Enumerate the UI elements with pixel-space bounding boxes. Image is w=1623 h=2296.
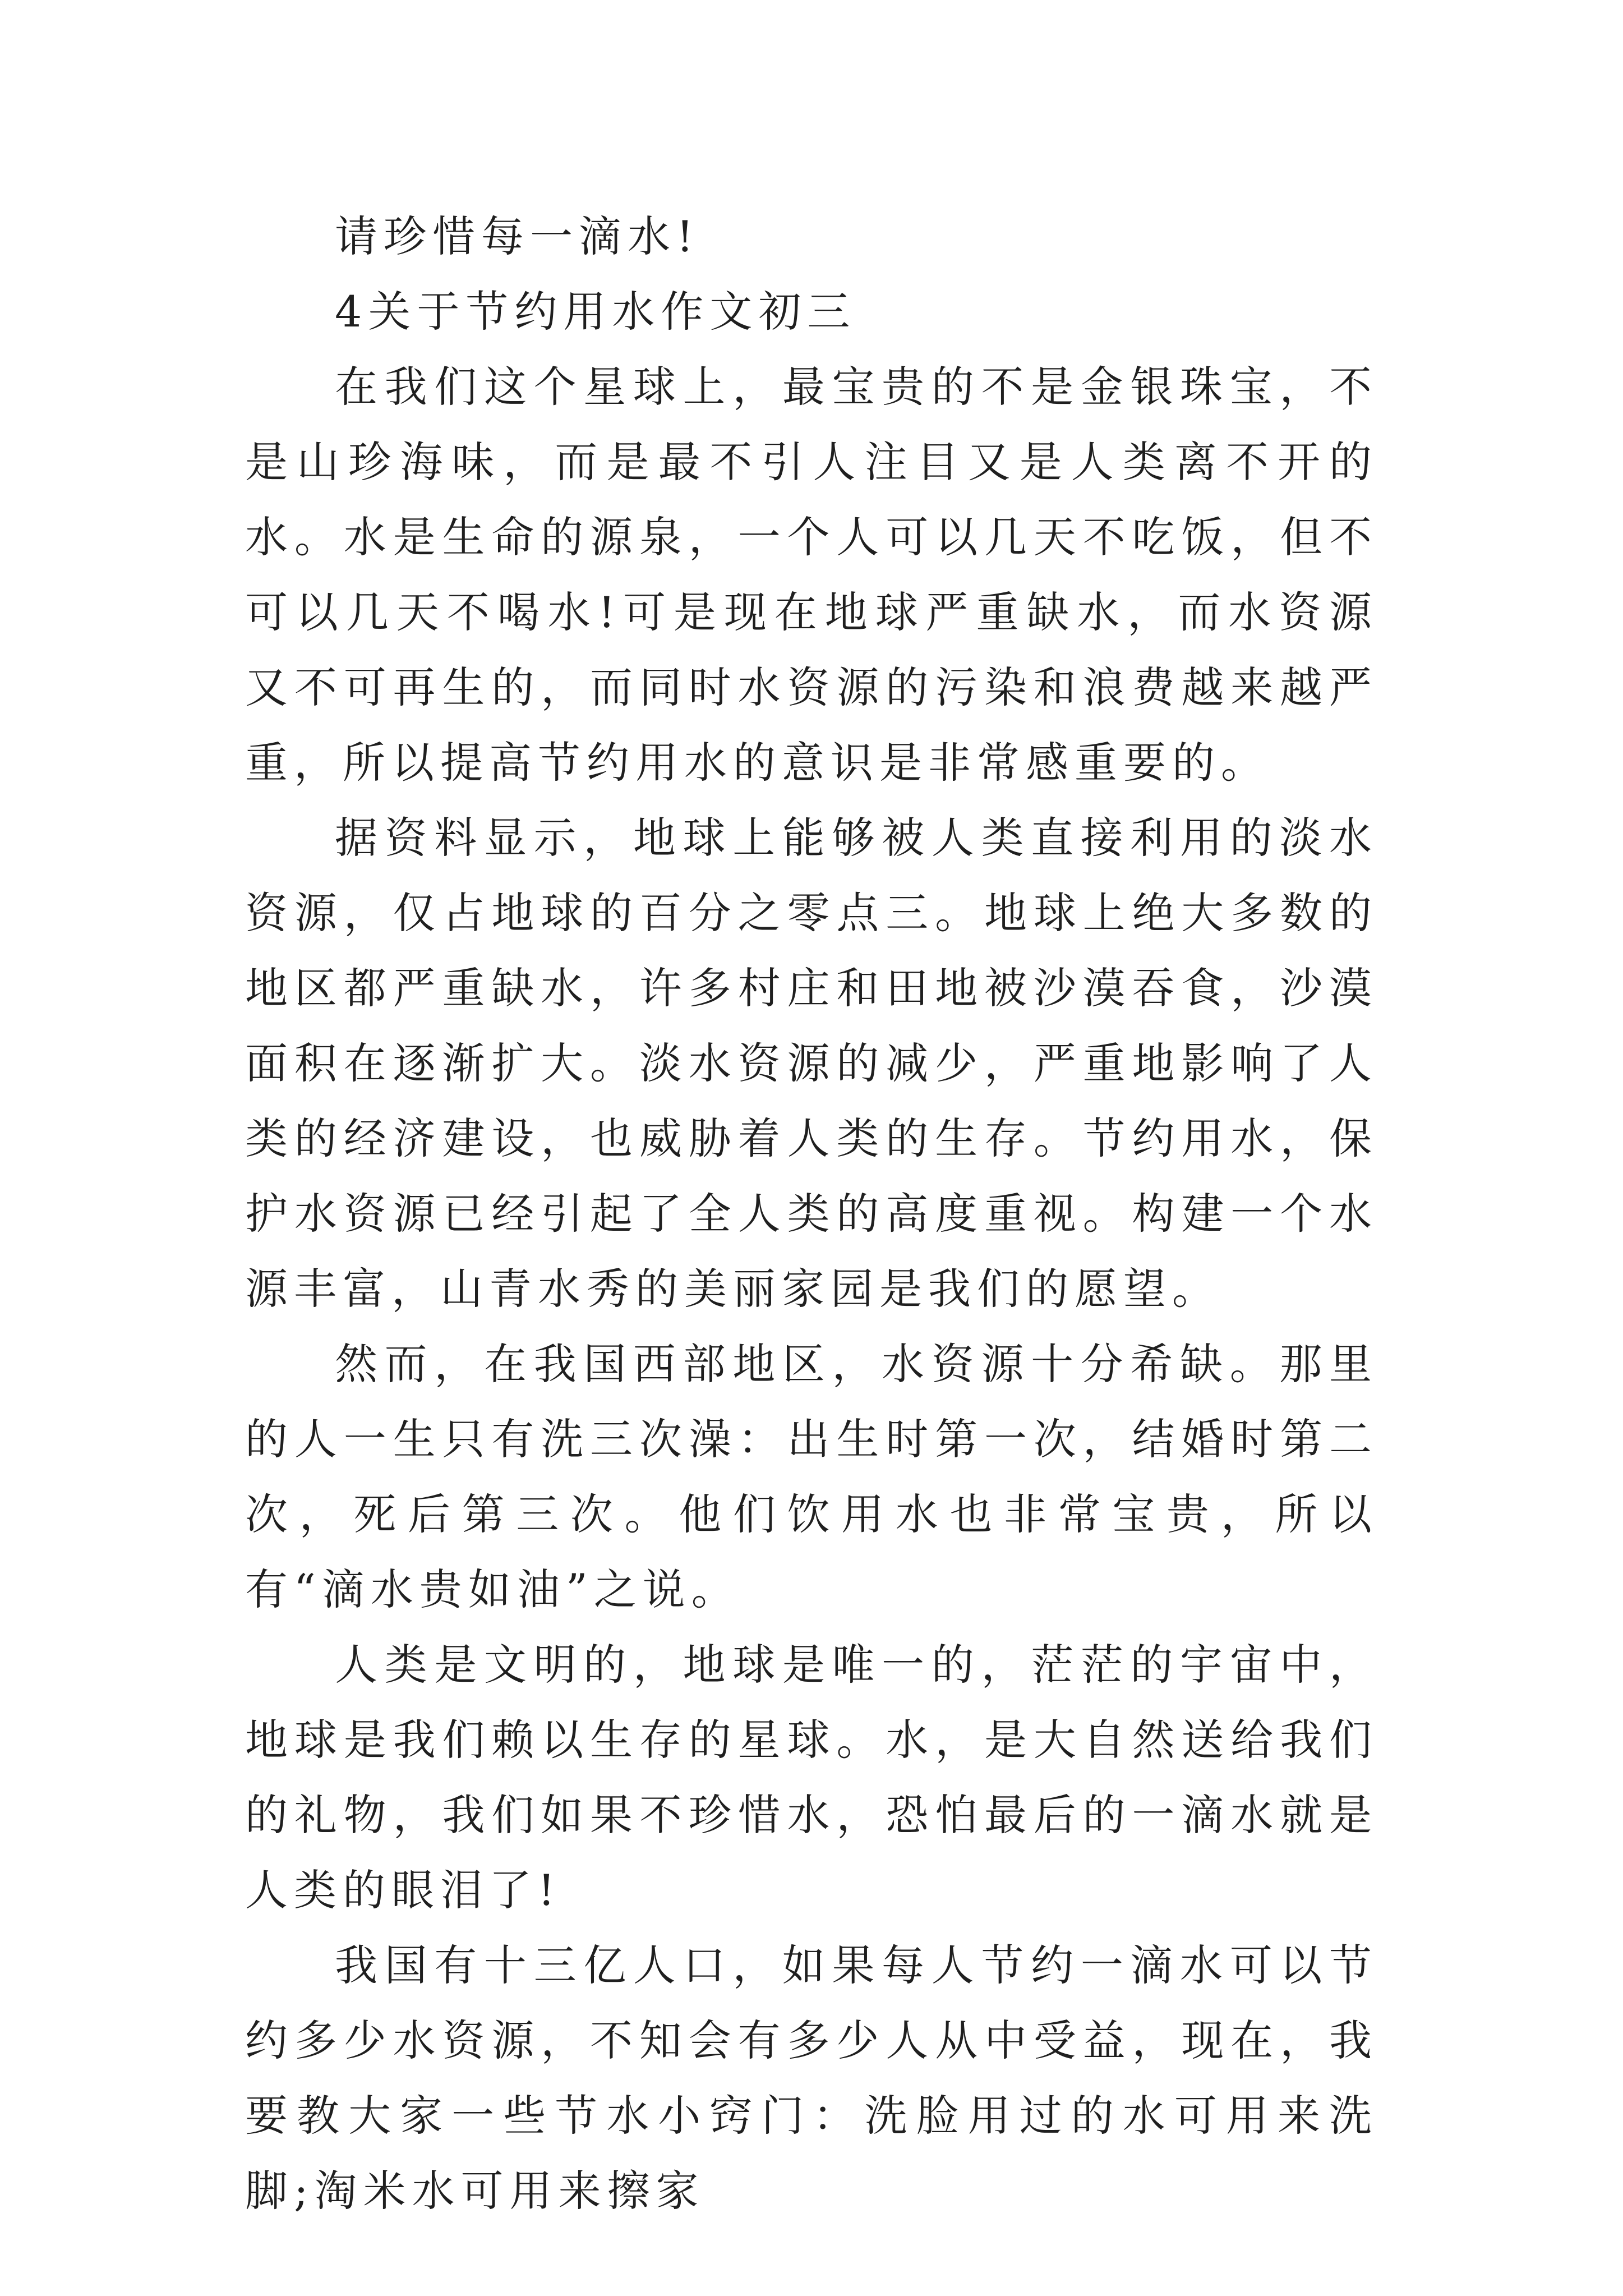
document-body xyxy=(245,199,1378,2229)
paragraph-1: 在我们这个星球上，最宝贵的不是金银珠宝，不是山珍海味，而是最不引人注目又是人类离不开的水。水是生命的源泉，一个人可以几天不吃饭，但不可以几天不喝水!可是现在地球严重缺水，而水资源又不可再生的，而同时水资源的污染和浪费越来越严重，所以提高节约用水的意识是非常感重要的。 xyxy=(245,362,1378,788)
section-title: 4关于节约用水作文初三 xyxy=(335,287,856,337)
paragraph-2: 据资料显示，地球上能够被人类直接利用的淡水资源，仅占地球的百分之零点三。地球上绝大多数的地区都严重缺水，许多村庄和田地被沙漠吞食，沙漠面积在逐渐扩大。淡水资源的减少，严重地影响了人类的经济建设，也威胁着人类的生存。节约用水，保护水资源已经引起了全人类的高度重视。构建一个水源丰富，山青水秀的美丽家园是我们的愿望。 xyxy=(245,813,1378,1314)
opening-line: 请珍惜每一滴水! xyxy=(335,211,700,261)
paragraph-5: 我国有十三亿人口，如果每人节约一滴水可以节约多少水资源，不知会有多少人从中受益，现在，我要教大家一些节水小窍门：洗脸用过的水可用来洗脚;淘米水可用来擦家 xyxy=(245,1940,1378,2216)
paragraph-3: 然而，在我国西部地区，水资源十分希缺。那里的人一生只有洗三次澡：出生时第一次，结婚时第二次，死后第三次。他们饮用水也非常宝贵，所以有“滴水贵如油”之说。 xyxy=(245,1339,1378,1614)
paragraph-4: 人类是文明的，地球是唯一的，茫茫的宇宙中，地球是我们赖以生存的星球。水，是大自然送给我们的礼物，我们如果不珍惜水，恐怕最后的一滴水就是人类的眼泪了! xyxy=(245,1640,1378,1915)
